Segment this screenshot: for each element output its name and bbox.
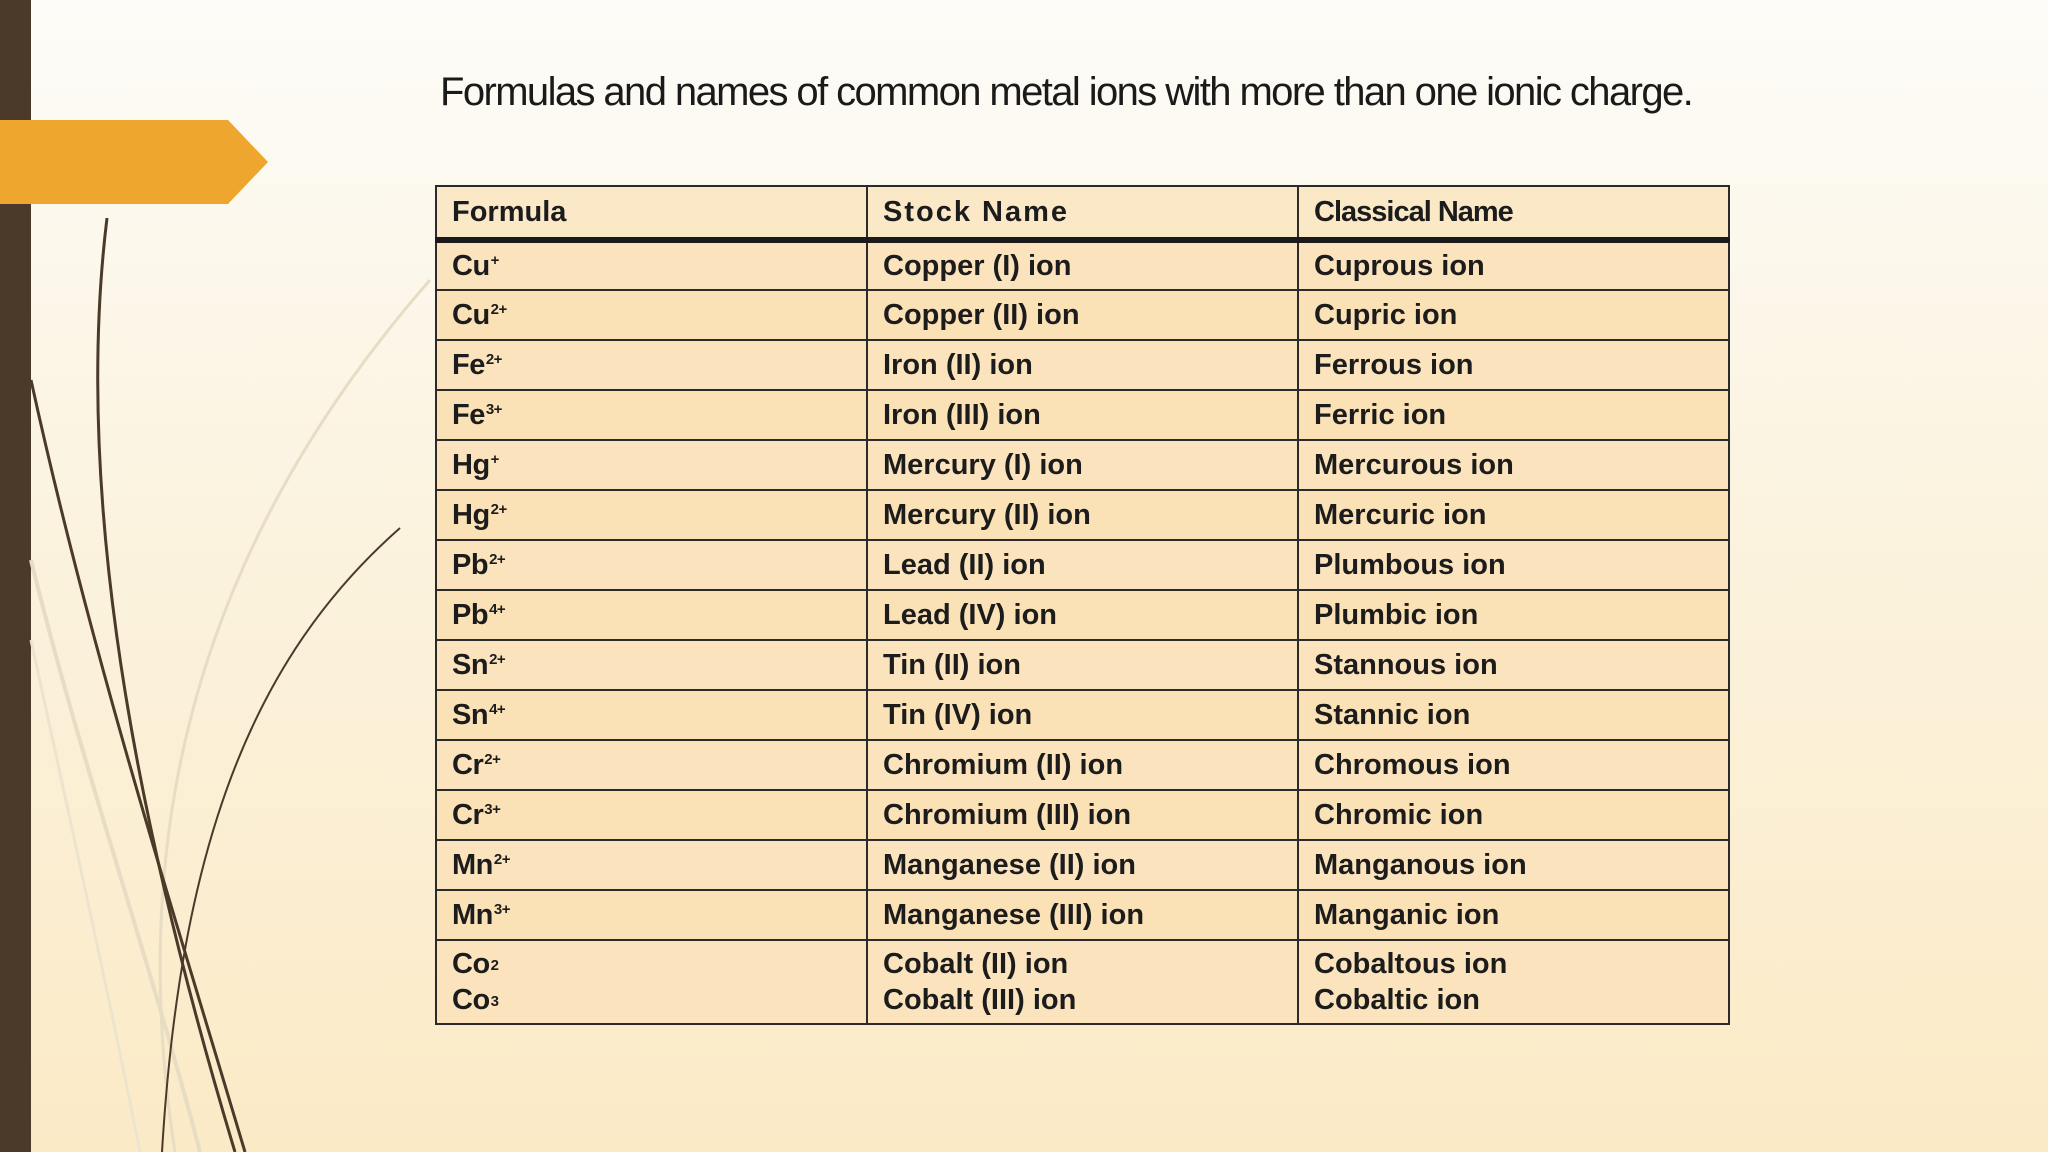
formula-cell — [436, 790, 867, 840]
table-row — [436, 590, 1729, 640]
header-classical-name: Classical Name — [1298, 186, 1729, 240]
formula-cell — [436, 290, 867, 340]
table-row — [436, 490, 1729, 540]
ion-symbol: Co — [452, 984, 490, 1016]
stock-name-cell: Iron (III) ion — [867, 390, 1298, 440]
stock-name-cell: Copper (I) ion — [867, 240, 1298, 290]
classical-name-cell: Plumbous ion — [1298, 540, 1729, 590]
stock-name-cell: Manganese (II) ion — [867, 840, 1298, 890]
decor-curve-dark-1 — [98, 218, 235, 1152]
ion-charge: 2+ — [490, 300, 507, 318]
formula-cell — [436, 590, 867, 640]
table-row — [436, 290, 1729, 340]
ion-charge: 4+ — [489, 700, 506, 718]
formula-cell — [436, 390, 867, 440]
ion-symbol: Cu — [452, 298, 490, 331]
ion-symbol: Pb — [452, 548, 489, 581]
table-row — [436, 890, 1729, 940]
classical-name-cell: Stannic ion — [1298, 690, 1729, 740]
stock-name-cell: Mercury (I) ion — [867, 440, 1298, 490]
ion-symbol: Cr — [452, 748, 484, 781]
ion-symbol: Co — [452, 948, 490, 980]
ion-charge: 4+ — [489, 600, 506, 618]
decor-curve-light-2 — [31, 560, 200, 1152]
ion-symbol: Mn — [452, 848, 493, 881]
table-row — [436, 790, 1729, 840]
formula-line — [452, 982, 851, 1018]
stock-name-cell: Iron (II) ion — [867, 340, 1298, 390]
ion-symbol: Hg — [452, 448, 490, 481]
header-stock-name: Stock Name — [867, 186, 1298, 240]
classical-name-cell: Manganous ion — [1298, 840, 1729, 890]
ion-charge: 3 — [490, 993, 499, 1010]
decor-curve-light-1 — [160, 280, 430, 1152]
formula-cell — [436, 240, 867, 290]
classical-name-cell: Manganic ion — [1298, 890, 1729, 940]
formula-cell — [436, 740, 867, 790]
ion-symbol: Cr — [452, 798, 484, 831]
formula-cell — [436, 540, 867, 590]
ion-symbol: Sn — [452, 648, 489, 681]
stock-name-cell: Chromium (III) ion — [867, 790, 1298, 840]
ion-charge: 2 — [490, 957, 499, 974]
ion-symbol: Pb — [452, 598, 489, 631]
ion-charge: 2+ — [489, 650, 506, 668]
table-row — [436, 440, 1729, 490]
decor-curve-dark-3 — [162, 528, 400, 1152]
stock-name-cell — [867, 940, 1298, 1024]
classical-name-cell — [1298, 940, 1729, 1024]
formula-cell — [436, 890, 867, 940]
ion-charge: 3+ — [485, 400, 502, 418]
classical-name-cell: Plumbic ion — [1298, 590, 1729, 640]
stock-name-cell: Copper (II) ion — [867, 290, 1298, 340]
formula-cell — [436, 490, 867, 540]
ion-charge: 3+ — [493, 900, 510, 918]
stock-name-line: Cobalt (II) ion — [883, 948, 1069, 980]
stock-name-cell: Manganese (III) ion — [867, 890, 1298, 940]
table-row — [436, 690, 1729, 740]
header-formula: Formula — [436, 186, 867, 240]
ion-symbol: Fe — [452, 348, 485, 381]
table-row — [436, 540, 1729, 590]
classical-name-cell: Ferrous ion — [1298, 340, 1729, 390]
classical-name-cell: Stannous ion — [1298, 640, 1729, 690]
table-row — [436, 840, 1729, 890]
ion-symbol: Hg — [452, 498, 490, 531]
formula-cell — [436, 940, 867, 1024]
table-header-row — [436, 186, 1729, 240]
formula-line — [452, 946, 851, 982]
classical-name-cell: Ferric ion — [1298, 390, 1729, 440]
ion-symbol: Fe — [452, 398, 485, 431]
slide-title: Formulas and names of common metal ions with more than one ionic charge. — [440, 70, 1693, 114]
ion-charge: 2+ — [484, 750, 501, 768]
formula-cell — [436, 340, 867, 390]
formula-cell — [436, 440, 867, 490]
stock-name-cell: Lead (II) ion — [867, 540, 1298, 590]
table-row — [436, 390, 1729, 440]
ion-charge: 2+ — [493, 850, 510, 868]
stock-name-cell: Tin (II) ion — [867, 640, 1298, 690]
classical-name-cell: Cuprous ion — [1298, 240, 1729, 290]
orange-arrow-banner — [0, 120, 268, 204]
ion-charge: 2+ — [489, 550, 506, 568]
classical-name-line: Cobaltic ion — [1314, 984, 1480, 1016]
ion-symbol: Mn — [452, 898, 493, 931]
stock-name-cell: Mercury (II) ion — [867, 490, 1298, 540]
table-row — [436, 640, 1729, 690]
stock-name-cell: Tin (IV) ion — [867, 690, 1298, 740]
ion-charge: 3+ — [484, 800, 501, 818]
formula-cell — [436, 690, 867, 740]
stock-name-line: Cobalt (III) ion — [883, 984, 1077, 1016]
metal-ions-table — [435, 185, 1730, 1025]
stock-name-cell: Lead (IV) ion — [867, 590, 1298, 640]
ion-charge: + — [490, 450, 499, 468]
classical-name-cell: Chromous ion — [1298, 740, 1729, 790]
formula-cell — [436, 640, 867, 690]
ion-symbol: Cu — [452, 249, 490, 282]
table-row — [436, 340, 1729, 390]
ion-charge: 2+ — [485, 350, 502, 368]
ion-charge: 2+ — [490, 500, 507, 518]
classical-name-line: Cobaltous ion — [1314, 948, 1508, 980]
table-row-cobalt — [436, 940, 1729, 1024]
stock-name-cell: Chromium (II) ion — [867, 740, 1298, 790]
table-row — [436, 240, 1729, 290]
classical-name-cell: Chromic ion — [1298, 790, 1729, 840]
formula-cell — [436, 840, 867, 890]
table-row — [436, 740, 1729, 790]
ion-symbol: Sn — [452, 698, 489, 731]
classical-name-cell: Mercuric ion — [1298, 490, 1729, 540]
classical-name-cell: Mercurous ion — [1298, 440, 1729, 490]
classical-name-cell: Cupric ion — [1298, 290, 1729, 340]
ion-charge: + — [490, 251, 499, 269]
decor-curve-light-3 — [31, 640, 140, 1152]
